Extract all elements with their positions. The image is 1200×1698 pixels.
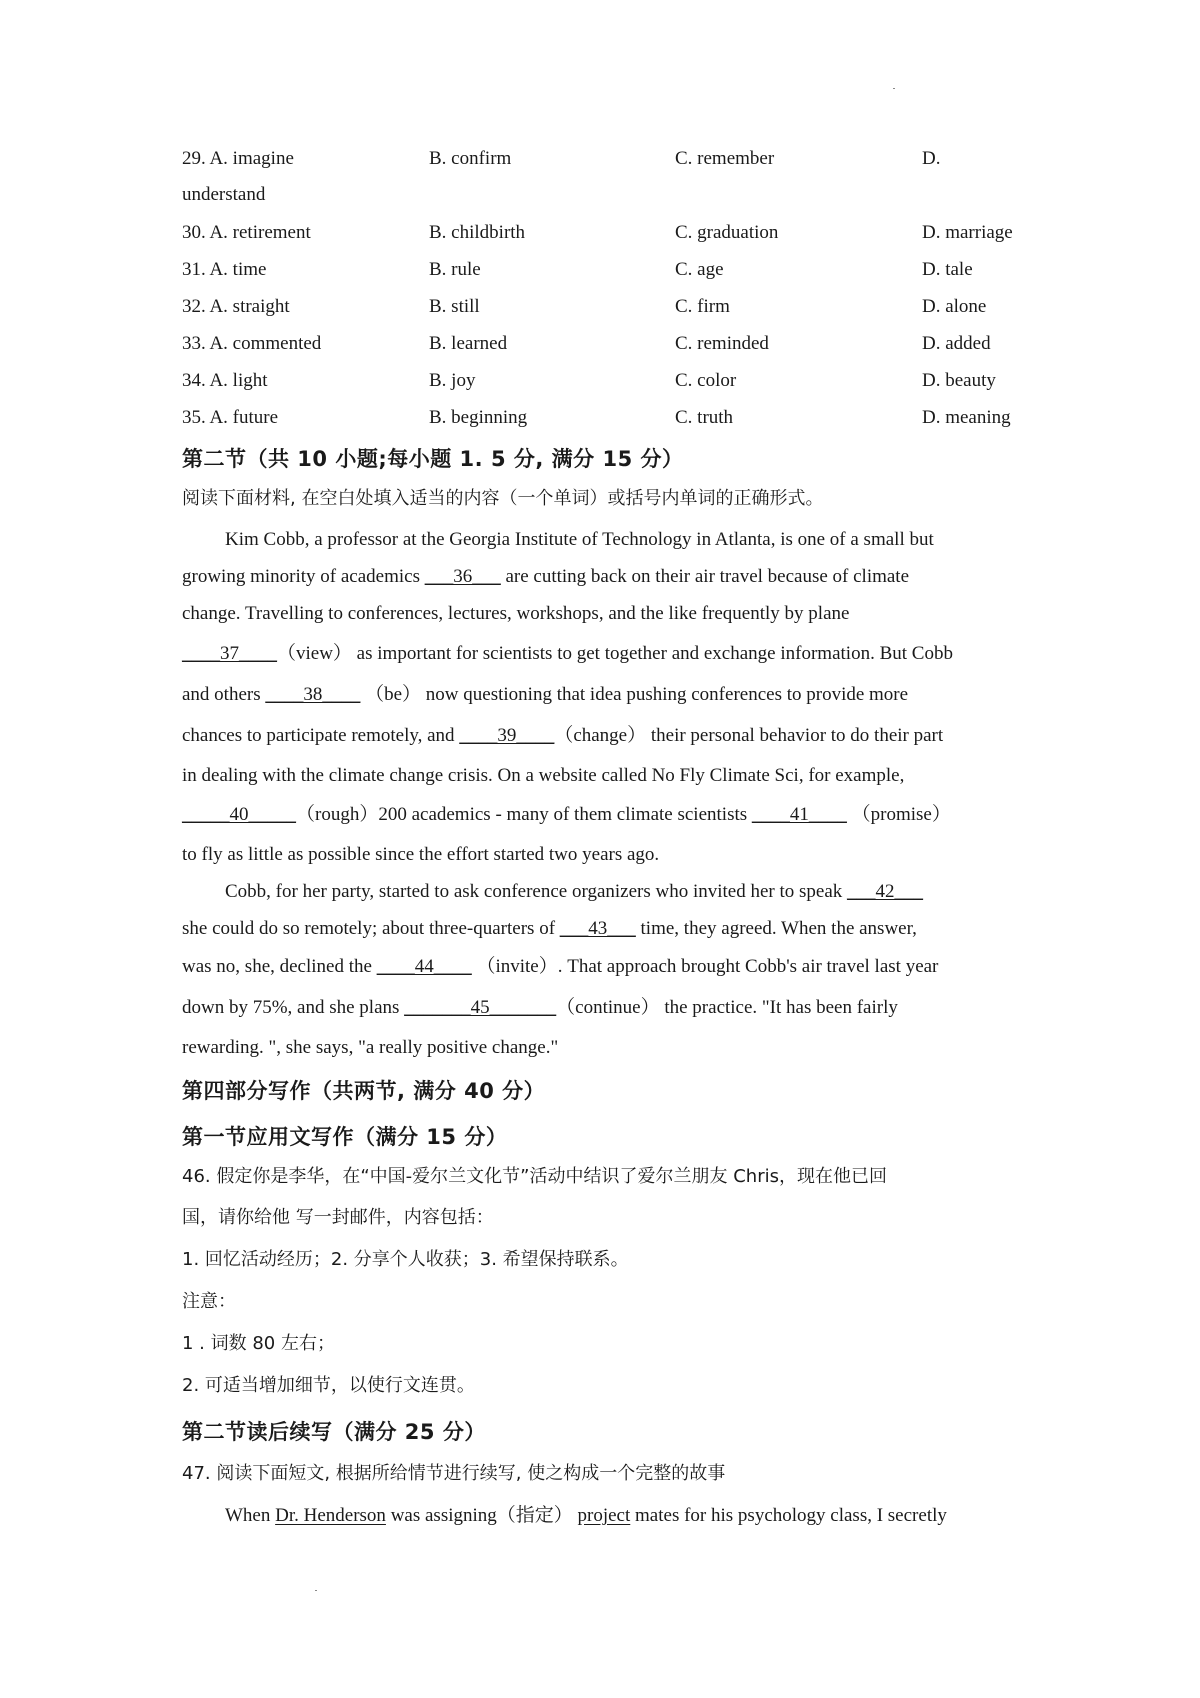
q33-number: 33.: [182, 333, 206, 354]
passage-text: Cobb, for her party, started to ask conference organizers who invited her to speak: [225, 881, 848, 902]
passage-text: （be） now questioning that idea pushing conferences to provide more: [360, 684, 909, 705]
story-first-line: [225, 1506, 947, 1525]
q47-instruction: 47. 阅读下面短文, 根据所给情节进行续写, 使之构成一个完整的故事: [182, 1463, 726, 1484]
passage-text: change. Travelling to conferences, lectures, workshops, and the like frequently by plane: [182, 603, 850, 624]
passage-line-5: [182, 685, 908, 704]
q35-number: 35.: [182, 407, 206, 428]
passage-text: to fly as little as possible since the effort started two years ago.: [182, 844, 660, 865]
passage-text: （invite）. That approach brought Cobb's air travel last year: [471, 956, 939, 977]
q34-a-text: A. light: [209, 370, 268, 391]
part4-heading: 第四部分写作（共两节, 满分 40 分）: [182, 1079, 546, 1103]
passage-line-11: [182, 919, 917, 938]
passage-text: and others: [182, 684, 266, 705]
question-35-options: [182, 407, 1042, 429]
passage-line-1: [225, 530, 934, 549]
q33-option-c: C. reminded: [675, 333, 769, 354]
question-34-options: [182, 370, 1042, 392]
passage-text: was no, she, declined the: [182, 956, 377, 977]
q30-option-a: [182, 222, 311, 244]
question-29-options: [182, 148, 1042, 170]
q31-option-c: C. age: [675, 259, 724, 280]
passage-line-8: [182, 805, 951, 824]
passage-text: in dealing with the climate change crisis. On a website called No Fly Climate Sci, for example,: [182, 765, 905, 786]
question-33-options: [182, 333, 1042, 355]
q34-option-d: D. beauty: [922, 370, 996, 391]
q29-option-d: D.: [922, 148, 941, 169]
q32-option-d: D. alone: [922, 296, 987, 317]
passage-text: she could do so remotely; about three-quarters of: [182, 918, 560, 939]
q32-option-a: [182, 296, 290, 318]
q33-option-d: D. added: [922, 333, 991, 354]
passage-text: （continue） the practice. "It has been fairly: [556, 997, 898, 1018]
q33-a-text: A. commented: [209, 333, 322, 354]
question-32-options: [182, 296, 1042, 318]
passage-text: （rough）200 academics - many of them climate scientists: [296, 804, 752, 825]
passage-text: rewarding. ", she says, "a really positive change.": [182, 1037, 559, 1058]
q34-option-c: C. color: [675, 370, 737, 391]
q31-a-text: A. time: [209, 259, 267, 280]
passage-text: （view） as important for scientists to get together and exchange information. But Cobb: [277, 643, 953, 664]
q30-option-d: D. marriage: [922, 222, 1013, 243]
blank-41[interactable]: ____41____: [751, 804, 847, 825]
blank-40[interactable]: _____40_____: [182, 804, 296, 825]
q29-option-b: B. confirm: [429, 148, 512, 169]
q35-option-b: B. beginning: [429, 407, 528, 428]
q30-a-text: A. retirement: [209, 222, 311, 243]
q31-option-b: B. rule: [429, 259, 481, 280]
passage-text: are cutting back on their air travel because of climate: [500, 566, 910, 587]
q46-line-2: 国，请你给他 写一封邮件，内容包括：: [182, 1207, 494, 1228]
q35-option-a: [182, 407, 278, 429]
q31-option-d: D. tale: [922, 259, 973, 280]
note-1: 1 . 词数 80 左右；: [182, 1333, 335, 1354]
q29-option-c: C. remember: [675, 148, 775, 169]
q34-number: 34.: [182, 370, 206, 391]
q35-option-c: C. truth: [675, 407, 734, 428]
passage-text: down by 75%, and she plans: [182, 997, 405, 1018]
q35-a-text: A. future: [209, 407, 279, 428]
story-name-underlined: Dr. Henderson: [275, 1505, 386, 1526]
q32-number: 32.: [182, 296, 206, 317]
q32-option-b: B. still: [429, 296, 480, 317]
q35-option-d: D. meaning: [922, 407, 1011, 428]
passage-line-13: [182, 998, 898, 1017]
passage-line-12: [182, 957, 938, 976]
passage-text: （promise）: [846, 804, 951, 825]
passage-text: time, they agreed. When the answer,: [635, 918, 917, 939]
q32-a-text: A. straight: [209, 296, 290, 317]
passage-line-4: [182, 644, 953, 663]
q30-number: 30.: [182, 222, 206, 243]
section2-continuation-heading: 第二节读后续写（满分 25 分）: [182, 1420, 486, 1444]
question-30-options: [182, 222, 1042, 244]
blank-37[interactable]: ____37____: [182, 643, 277, 664]
passage-text: chances to participate remotely, and: [182, 725, 460, 746]
passage-line-6: [182, 726, 943, 745]
section1-writing-heading: 第一节应用文写作（满分 15 分）: [182, 1125, 508, 1149]
passage-text: （change） their personal behavior to do their part: [554, 725, 944, 746]
passage-line-9: [182, 845, 659, 864]
blank-43[interactable]: ___43___: [559, 918, 636, 939]
q29-number: 29.: [182, 148, 206, 169]
blank-39[interactable]: ____39____: [459, 725, 555, 746]
story-word-underlined: project: [577, 1505, 631, 1526]
q30-option-b: B. childbirth: [429, 222, 526, 243]
story-text: was assigning（指定）: [385, 1505, 578, 1526]
passage-line-2: [182, 567, 909, 586]
scan-speck: [893, 88, 895, 89]
question-31-options: [182, 259, 1042, 281]
q29-option-d-wrap: understand: [182, 184, 266, 205]
note-label: 注意：: [182, 1291, 236, 1312]
q46-line-1: 46. 假定你是李华，在“中国-爱尔兰文化节”活动中结识了爱尔兰朋友 Chris，现在他已回: [182, 1166, 887, 1187]
story-text: When: [225, 1505, 276, 1526]
q46-points: 1. 回忆活动经历；2. 分享个人收获；3. 希望保持联系。: [182, 1249, 629, 1270]
q31-option-a: [182, 259, 266, 281]
q29-a-text: A. imagine: [209, 148, 294, 169]
section2-instruction: 阅读下面材料, 在空白处填入适当的内容（一个单词）或括号内单词的正确形式。: [182, 488, 824, 509]
q29-option-a: [182, 148, 294, 170]
passage-line-3: [182, 604, 849, 623]
blank-44[interactable]: ____44____: [376, 956, 472, 977]
story-text: mates for his psychology class, I secretly: [630, 1505, 947, 1526]
passage-text: growing minority of academics: [182, 566, 425, 587]
blank-38[interactable]: ____38____: [265, 684, 361, 705]
q34-option-a: [182, 370, 268, 392]
passage-line-14: [182, 1038, 558, 1057]
passage-line-7: [182, 766, 904, 785]
section2-heading: 第二节（共 10 小题;每小题 1. 5 分, 满分 15 分）: [182, 447, 684, 471]
scan-speck: [315, 1590, 317, 1591]
blank-36[interactable]: ___36___: [424, 566, 501, 587]
q32-option-c: C. firm: [675, 296, 730, 317]
q33-option-a: [182, 333, 321, 355]
q33-option-b: B. learned: [429, 333, 508, 354]
blank-45[interactable]: _______45_______: [404, 997, 557, 1018]
note-2: 2. 可适当增加细节，以使行文连贯。: [182, 1375, 475, 1396]
passage-text: Kim Cobb, a professor at the Georgia Institute of Technology in Atlanta, is one of a small but: [225, 529, 934, 550]
passage-line-10: [225, 882, 923, 901]
q34-option-b: B. joy: [429, 370, 476, 391]
q30-option-c: C. graduation: [675, 222, 779, 243]
q31-number: 31.: [182, 259, 206, 280]
blank-42[interactable]: ___42___: [847, 881, 924, 902]
